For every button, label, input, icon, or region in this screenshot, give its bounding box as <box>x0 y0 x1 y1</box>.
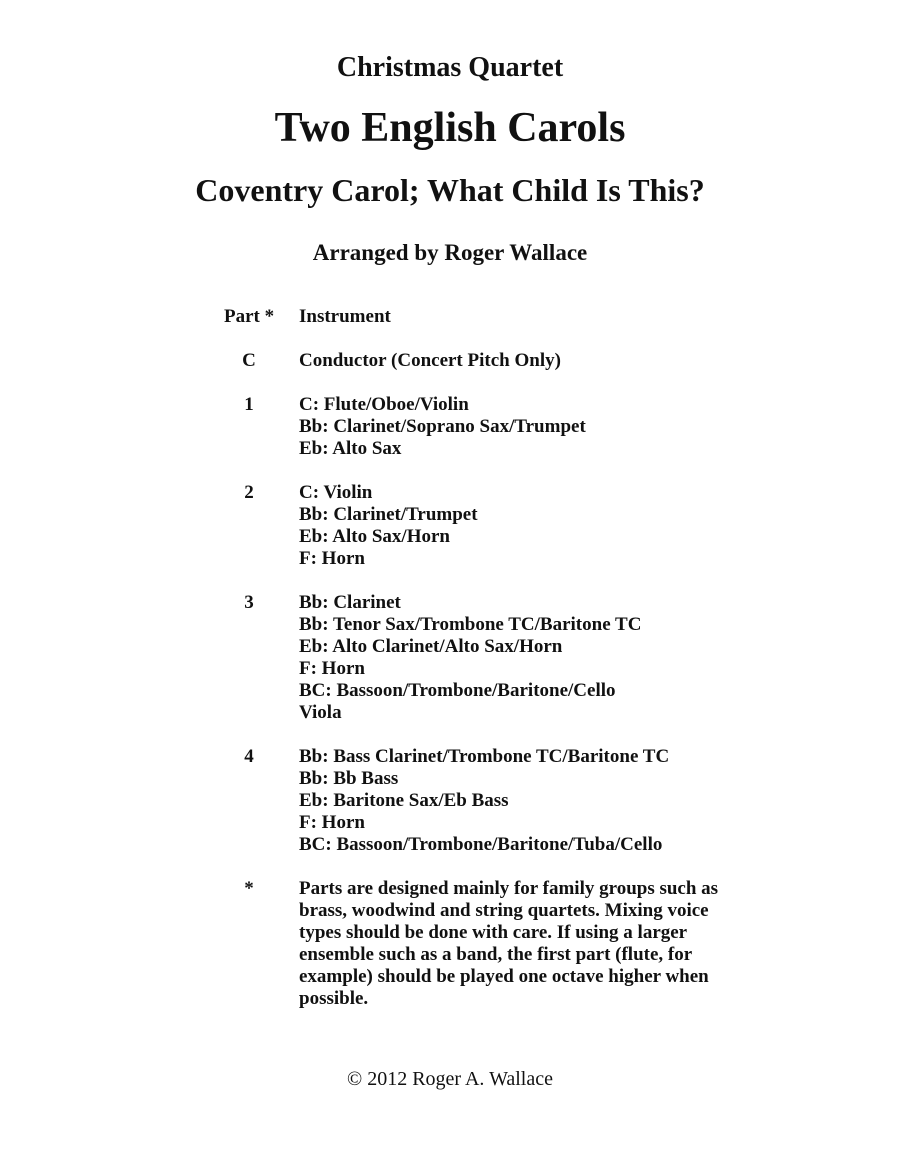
instrument-list <box>299 482 739 570</box>
instrument-list <box>299 746 739 856</box>
parts-table <box>0 306 900 1032</box>
instrument-item: BC: Bassoon/Trombone/Baritone/Cello <box>299 680 616 701</box>
instrument-item: F: Horn <box>299 548 365 569</box>
instrument-item: Conductor (Concert Pitch Only) <box>299 350 561 371</box>
table-row <box>0 592 900 724</box>
instrument-item: Bb: Clarinet/Trumpet <box>299 504 478 525</box>
footnote-marker: * <box>244 878 254 899</box>
arranger-credit: Arranged by Roger Wallace <box>312 240 588 265</box>
part-label: 1 <box>244 394 254 415</box>
part-column-header: Part * <box>224 306 275 327</box>
part-label: 2 <box>244 482 254 503</box>
part-label: 4 <box>244 746 254 767</box>
instrument-item: Bb: Bass Clarinet/Trombone TC/Baritone TC <box>299 746 670 767</box>
instrument-item: F: Horn <box>299 812 365 833</box>
instrument-item: Bb: Bb Bass <box>299 768 399 789</box>
instrument-item: Eb: Alto Sax <box>299 438 402 459</box>
table-row <box>0 746 900 856</box>
instrument-list <box>299 592 739 724</box>
instrument-item: BC: Bassoon/Trombone/Baritone/Tuba/Cello <box>299 834 663 855</box>
instrument-item: Bb: Clarinet/Soprano Sax/Trumpet <box>299 416 586 437</box>
table-header-row <box>0 306 900 328</box>
instrument-item: Eb: Alto Clarinet/Alto Sax/Horn <box>299 636 563 657</box>
series-title: Christmas Quartet <box>336 52 564 83</box>
instrument-list <box>299 350 739 372</box>
footnote-row <box>0 878 900 1010</box>
instrument-list <box>299 394 739 460</box>
table-row <box>0 394 900 460</box>
instrument-item: Bb: Tenor Sax/Trombone TC/Baritone TC <box>299 614 642 635</box>
part-label: 3 <box>244 592 254 613</box>
instrument-item: Eb: Alto Sax/Horn <box>299 526 450 547</box>
instrument-item: F: Horn <box>299 658 365 679</box>
subtitle: Coventry Carol; What Child Is This? <box>195 172 705 208</box>
copyright-notice: © 2012 Roger A. Wallace <box>347 1068 553 1090</box>
part-label: C <box>242 350 256 371</box>
table-row <box>0 350 900 372</box>
table-row <box>0 482 900 570</box>
instrument-item: Viola <box>299 702 342 723</box>
instrument-item: C: Violin <box>299 482 373 503</box>
instrument-item: Bb: Clarinet <box>299 592 401 613</box>
instrument-item: C: Flute/Oboe/Violin <box>299 394 469 415</box>
instrument-column-header: Instrument <box>299 306 391 327</box>
footnote-text: Parts are designed mainly for family groups such as brass, woodwind and string quartets. Mixing voice types should be done with care. If using a larger ensemble such as a band, the first part (flute, for example) should be played one octave higher when possible. <box>299 878 719 1009</box>
instrument-item: Eb: Baritone Sax/Eb Bass <box>299 790 509 811</box>
page-title: Two English Carols <box>274 105 626 151</box>
